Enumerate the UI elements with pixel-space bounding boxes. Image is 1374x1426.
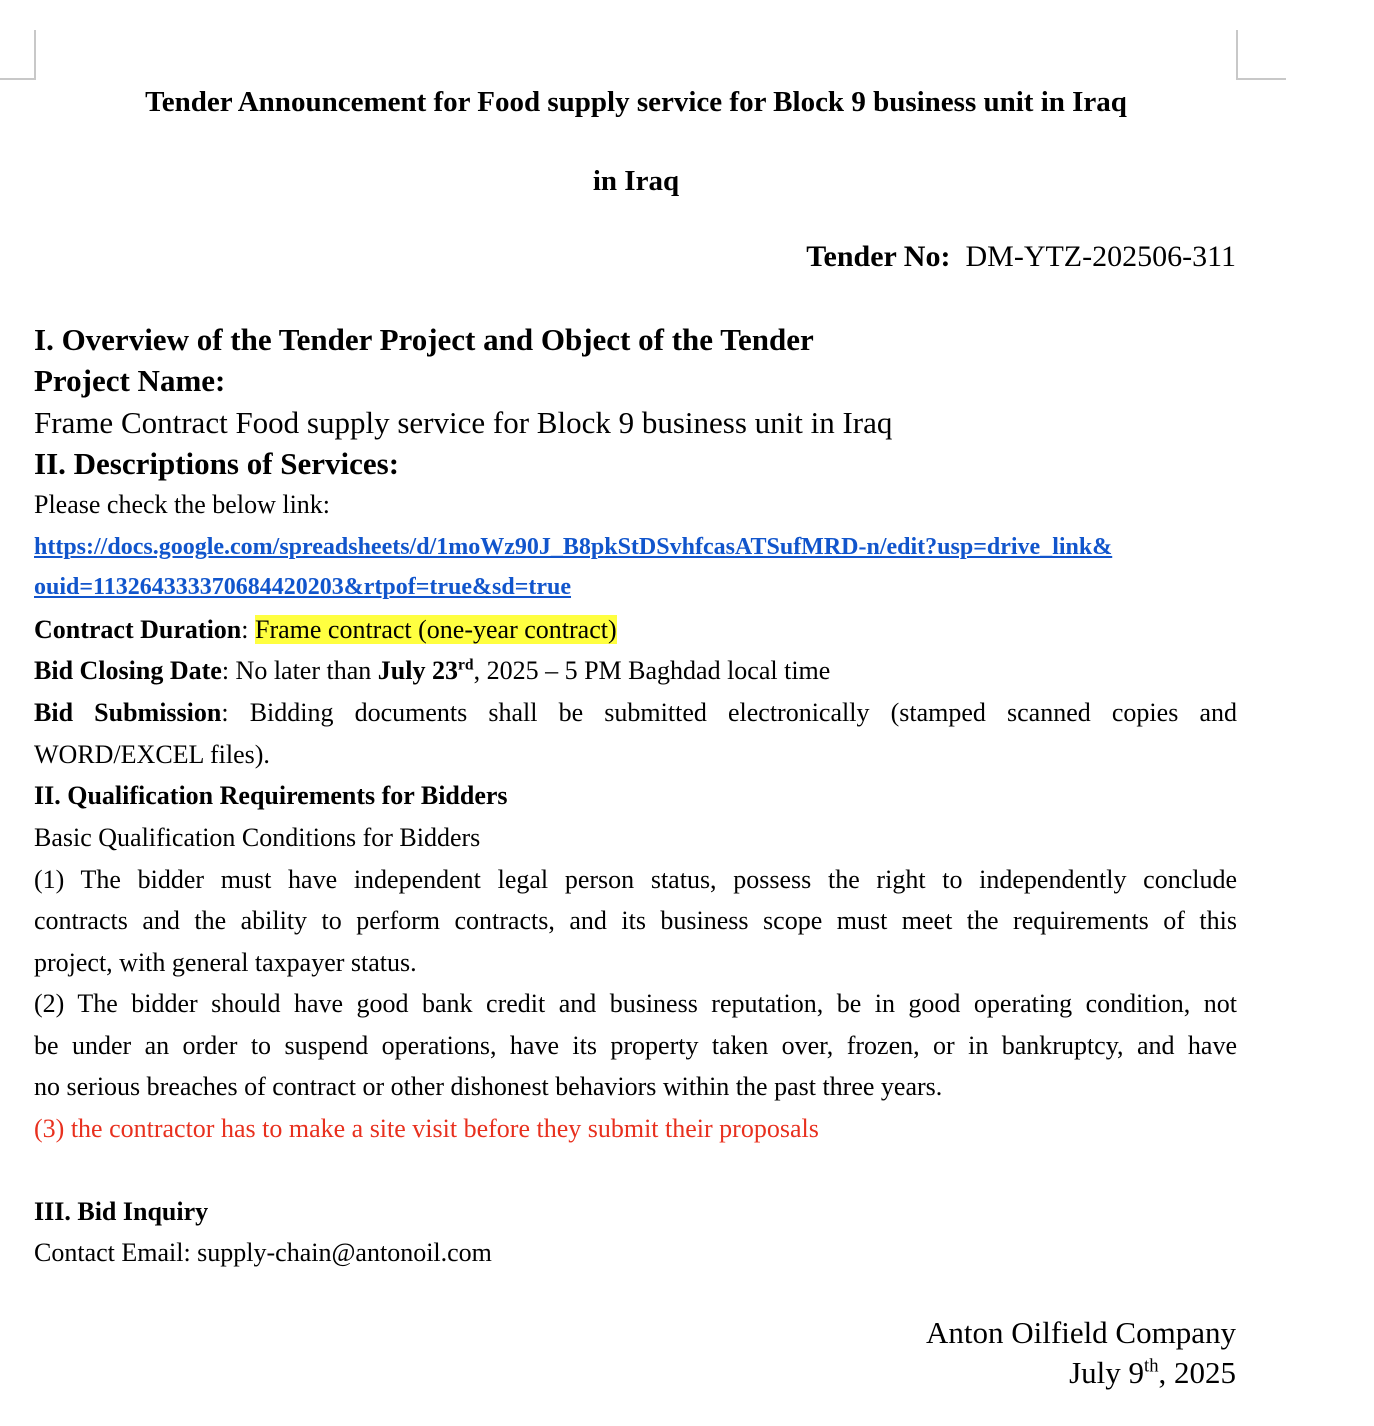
section-heading-services: II. Descriptions of Services: <box>34 446 400 481</box>
document-title-continued: in Iraq <box>592 165 680 197</box>
qualification-item-1-line-3: project, with general taxpayer status. <box>34 948 417 977</box>
link-intro-text: Please check the below link: <box>34 490 331 519</box>
contract-duration: Contract Duration: Frame contract (one-year contract) <box>34 615 617 644</box>
project-name-label: Project Name: <box>34 363 226 398</box>
qualification-subheading: Basic Qualification Conditions for Bidders <box>34 823 481 852</box>
contract-duration-value: Frame contract (one-year contract) <box>255 615 617 644</box>
signature-date: July 9th, 2025 <box>1069 1355 1236 1390</box>
qualification-item-1: (1) The bidder must have independent legal person status, possess the right to independently conclude <box>34 865 1237 894</box>
contact-email: Contact Email: supply-chain@antonoil.com <box>34 1238 492 1267</box>
bid-closing-date: Bid Closing Date: No later than July 23rd, 2025 – 5 PM Baghdad local time <box>34 656 831 685</box>
qualification-item-2-line-2: be under an order to suspend operations, have its property taken over, frozen, or in bankruptcy, and have <box>34 1031 1237 1060</box>
tender-number <box>806 240 1236 274</box>
bid-closing-date-value: July 23rd <box>377 656 474 685</box>
tender-number-separator: : <box>940 240 951 273</box>
section-heading-overview: I. Overview of the Tender Project and Object of the Tender <box>34 322 814 357</box>
section-heading-qualification: II. Qualification Requirements for Bidders <box>34 781 508 810</box>
qualification-item-1-line-2: contracts and the ability to perform contracts, and its business scope must meet the requirements of this <box>34 906 1237 935</box>
section-heading-bid-inquiry: III. Bid Inquiry <box>34 1197 209 1226</box>
bid-submission-continued: WORD/EXCEL files). <box>34 740 270 769</box>
crop-mark-top-right <box>1236 30 1286 80</box>
project-name-value: Frame Contract Food supply service for Block 9 business unit in Iraq <box>34 405 893 440</box>
services-spreadsheet-link[interactable]: https://docs.google.com/spreadsheets/d/1moWz90J_B8pkStDSvhfcasATSufMRD-n/edit?usp=drive_link& <box>34 534 1113 560</box>
tender-number-label: Tender No <box>806 240 941 273</box>
bid-closing-label: Bid Closing Date <box>34 656 222 685</box>
bid-submission-label: Bid Submission <box>34 698 222 727</box>
services-spreadsheet-link-continued[interactable]: ouid=113264333370684420203&rtpof=true&sd=true <box>34 574 572 600</box>
bid-submission-text: Bidding documents shall be submitted electronically (stamped scanned copies and <box>249 698 1237 727</box>
tender-number-value: DM-YTZ-202506-311 <box>965 240 1236 273</box>
qualification-item-3-site-visit: (3) the contractor has to make a site visit before they submit their proposals <box>34 1114 819 1143</box>
document-title: Tender Announcement for Food supply service for Block 9 business unit in Iraq <box>145 86 1127 118</box>
qualification-item-2: (2) The bidder should have good bank credit and business reputation, be in good operating condition, not <box>34 989 1237 1018</box>
crop-mark-top-left <box>0 30 36 80</box>
bid-closing-suffix: , 2025 – 5 PM Baghdad local time <box>473 656 831 685</box>
bid-submission: Bid Submission: Bidding documents shall be submitted electronically (stamped scanned copies and <box>34 698 1237 727</box>
contract-duration-label: Contract Duration <box>34 615 242 644</box>
signature-company: Anton Oilfield Company <box>926 1315 1236 1350</box>
qualification-item-2-line-3: no serious breaches of contract or other dishonest behaviors within the past three years. <box>34 1072 943 1101</box>
bid-closing-prefix: No later than <box>235 656 378 685</box>
